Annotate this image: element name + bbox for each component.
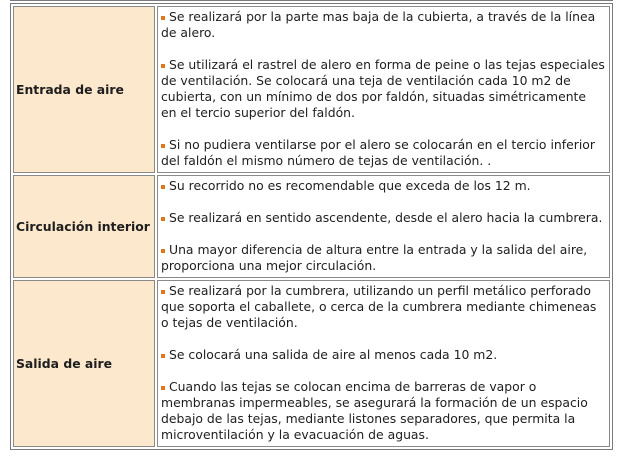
table-row [13,175,610,278]
ventilation-table [10,3,613,450]
bullet-text: Si no pudiera ventilarse por el alero se colocarán en el tercio inferior del faldón el mismo número de tejas de ventilación. . [161,137,595,168]
list-item [161,210,605,226]
table-row [13,280,610,447]
table-row [13,6,610,173]
bullet-text: Su recorrido no es recomendable que exceda de los 12 m. [169,178,531,193]
list-item [161,379,605,443]
bullet-text: Una mayor diferencia de altura entre la entrada y la salida del aire, proporciona una mejor circulación. [161,242,588,273]
bullet-icon [161,386,165,390]
bullet-icon [161,290,165,294]
list-item [161,178,605,194]
list-item [161,57,605,121]
bullet-icon [161,217,165,221]
bullet-icon [161,185,165,189]
bullet-icon [161,144,165,148]
bullet-text: Se realizará por la cumbrera, utilizando un perfil metálico perforado que soporta el caballete, o cerca de la cumbrera mediante chimeneas o tejas de ventilación. [161,283,597,330]
list-item [161,9,605,41]
bullet-text: Se utilizará el rastrel de alero en forma de peine o las tejas especiales de ventilación. Se colocará una teja de ventilación cada 10 m2 de cubierta, con un mínimo de dos por faldón, situadas simétricamente en el tercio superior del faldón. [161,57,605,120]
bullet-icon [161,64,165,68]
row-content [157,175,610,278]
row-label: Salida de aire [13,280,155,447]
bullet-icon [161,249,165,253]
bullet-icon [161,354,165,358]
list-item [161,137,605,169]
row-label: Circulación interior [13,175,155,278]
row-label: Entrada de aire [13,6,155,173]
row-content [157,280,610,447]
bullet-text: Se realizará en sentido ascendente, desde el alero hacia la cumbrera. [169,210,603,225]
list-item [161,242,605,274]
bullet-text: Se colocará una salida de aire al menos cada 10 m2. [169,347,498,362]
list-item [161,283,605,331]
bullet-icon [161,16,165,20]
list-item [161,347,605,363]
row-content [157,6,610,173]
bullet-text: Cuando las tejas se colocan encima de barreras de vapor o membranas impermeables, se asegurará la formación de un espacio debajo de las tejas, mediante listones separadores, que permita la microventilación y la evacuación de aguas. [161,379,588,442]
bullet-text: Se realizará por la parte mas baja de la cubierta, a través de la línea de alero. [161,9,596,40]
